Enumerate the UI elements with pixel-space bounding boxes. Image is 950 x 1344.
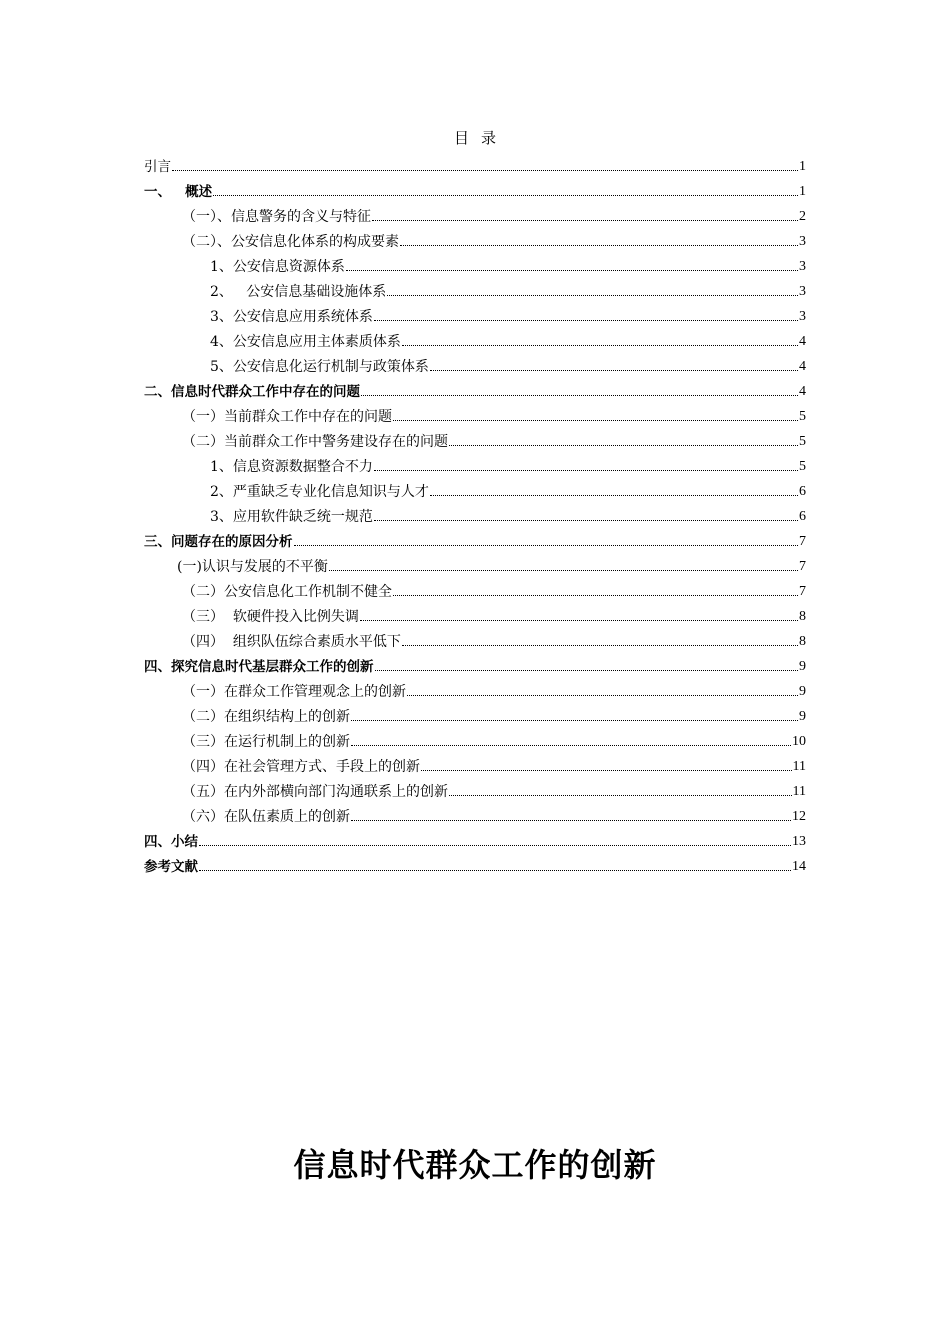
toc-heading-char-2: 录 bbox=[481, 129, 497, 147]
toc-entry-page-number: 11 bbox=[792, 759, 806, 774]
toc-entry[interactable] bbox=[144, 200, 806, 225]
toc-leader-dots bbox=[199, 870, 791, 871]
toc-entry-page-number: 6 bbox=[799, 509, 806, 524]
toc-entry-label: （一）在群众工作管理观念上的创新 bbox=[182, 684, 406, 700]
toc-entry-page-number: 7 bbox=[799, 534, 806, 549]
toc-leader-dots bbox=[372, 220, 798, 221]
document-title: 信息时代群众工作的创新 bbox=[293, 1146, 657, 1184]
toc-leader-dots bbox=[351, 820, 791, 821]
toc-entry-page-number: 9 bbox=[799, 684, 806, 699]
toc-leader-dots bbox=[199, 845, 791, 846]
toc-entry[interactable] bbox=[144, 325, 806, 350]
toc-leader-dots bbox=[374, 320, 798, 321]
toc-entry[interactable] bbox=[144, 625, 806, 650]
toc-entry-label: （四）在社会管理方式、手段上的创新 bbox=[182, 759, 420, 775]
toc-entry-label: 一、 概述 bbox=[144, 184, 213, 200]
toc-entry-page-number: 5 bbox=[799, 434, 806, 449]
toc-entry-label: 三、问题存在的原因分析 bbox=[144, 534, 293, 550]
toc-entry-page-number: 9 bbox=[799, 709, 806, 724]
toc-entry-label: 1、公安信息资源体系 bbox=[210, 259, 345, 275]
toc-leader-dots bbox=[449, 795, 792, 796]
toc-entry-page-number: 4 bbox=[799, 334, 806, 349]
toc-entry-label: （一）当前群众工作中存在的问题 bbox=[182, 409, 392, 425]
toc-entry-page-number: 7 bbox=[799, 584, 806, 599]
toc-entry[interactable] bbox=[144, 450, 806, 475]
toc-entry-label: 1、信息资源数据整合不力 bbox=[210, 459, 373, 475]
toc-entry-page-number: 11 bbox=[792, 784, 806, 799]
toc-entry[interactable] bbox=[144, 725, 806, 750]
toc-entry-page-number: 8 bbox=[799, 634, 806, 649]
toc-entry[interactable] bbox=[144, 800, 806, 825]
toc-entry[interactable] bbox=[144, 275, 806, 300]
toc-entry-page-number: 5 bbox=[799, 409, 806, 424]
toc-leader-dots bbox=[360, 620, 798, 621]
toc-entry-label: 四、探究信息时代基层群众工作的创新 bbox=[144, 659, 374, 675]
toc-entry-page-number: 13 bbox=[792, 834, 806, 849]
toc-entry-label: （二）公安信息化工作机制不健全 bbox=[182, 584, 392, 600]
toc-leader-dots bbox=[172, 170, 798, 171]
toc-entry-label: （六）在队伍素质上的创新 bbox=[182, 809, 350, 825]
toc-entry-page-number: 8 bbox=[799, 609, 806, 624]
toc-entry-page-number: 1 bbox=[799, 159, 806, 174]
toc-entry[interactable] bbox=[144, 475, 806, 500]
toc-leader-dots bbox=[375, 670, 799, 671]
toc-entry-page-number: 6 bbox=[799, 484, 806, 499]
toc-entry-label: （三）在运行机制上的创新 bbox=[182, 734, 350, 750]
toc-leader-dots bbox=[387, 295, 798, 296]
toc-entry-label: 二、信息时代群众工作中存在的问题 bbox=[144, 384, 360, 400]
toc-leader-dots bbox=[374, 470, 798, 471]
toc-entry-label: （二）在组织结构上的创新 bbox=[182, 709, 350, 725]
toc-entry[interactable] bbox=[144, 250, 806, 275]
toc-entry-page-number: 12 bbox=[792, 809, 806, 824]
toc-entry-page-number: 4 bbox=[799, 359, 806, 374]
toc-entry[interactable] bbox=[144, 675, 806, 700]
toc-leader-dots bbox=[421, 770, 792, 771]
toc-entry[interactable] bbox=[144, 400, 806, 425]
toc-entry[interactable] bbox=[144, 425, 806, 450]
toc-heading-char-1: 目 bbox=[453, 129, 469, 147]
toc-leader-dots bbox=[430, 495, 798, 496]
toc-leader-dots bbox=[402, 345, 798, 346]
toc-entry[interactable] bbox=[144, 150, 806, 175]
toc-entry-page-number: 9 bbox=[799, 659, 806, 674]
toc-entry-page-number: 3 bbox=[799, 284, 806, 299]
toc-leader-dots bbox=[351, 720, 798, 721]
toc-entry-label: （三） 软硬件投入比例失调 bbox=[182, 609, 359, 625]
table-of-contents bbox=[144, 150, 806, 875]
toc-entry-label: （二）、公安信息化体系的构成要素 bbox=[182, 234, 399, 250]
toc-entry-page-number: 3 bbox=[799, 309, 806, 324]
toc-entry-page-number: 2 bbox=[799, 209, 806, 224]
toc-leader-dots bbox=[294, 545, 799, 546]
toc-leader-dots bbox=[400, 245, 798, 246]
toc-entry-label: 四、小结 bbox=[144, 834, 198, 850]
toc-heading bbox=[0, 127, 950, 148]
toc-entry[interactable] bbox=[144, 525, 806, 550]
toc-entry[interactable] bbox=[144, 500, 806, 525]
toc-entry-page-number: 5 bbox=[799, 459, 806, 474]
toc-entry-label: 5、公安信息化运行机制与政策体系 bbox=[210, 359, 429, 375]
toc-entry[interactable] bbox=[144, 650, 806, 675]
toc-entry-label: 3、应用软件缺乏统一规范 bbox=[210, 509, 373, 525]
toc-entry-page-number: 10 bbox=[792, 734, 806, 749]
toc-entry-page-number: 1 bbox=[799, 184, 806, 199]
toc-leader-dots bbox=[329, 570, 798, 571]
toc-entry-page-number: 3 bbox=[799, 259, 806, 274]
toc-entry[interactable] bbox=[144, 225, 806, 250]
toc-entry-label: 引言 bbox=[144, 159, 171, 175]
toc-entry[interactable] bbox=[144, 600, 806, 625]
toc-entry-page-number: 14 bbox=[792, 859, 806, 874]
toc-entry[interactable] bbox=[144, 575, 806, 600]
toc-entry-label: 参考文献 bbox=[144, 859, 198, 875]
toc-entry[interactable] bbox=[144, 350, 806, 375]
toc-entry-label: （四） 组织队伍综合素质水平低下 bbox=[182, 634, 401, 650]
toc-entry-label: （一）、信息警务的含义与特征 bbox=[182, 209, 371, 225]
toc-entry-label: （五）在内外部横向部门沟通联系上的创新 bbox=[182, 784, 448, 800]
toc-leader-dots bbox=[374, 520, 798, 521]
toc-entry[interactable] bbox=[144, 825, 806, 850]
toc-leader-dots bbox=[213, 195, 798, 196]
toc-entry-label: (一)认识与发展的不平衡 bbox=[177, 559, 328, 575]
toc-entry-label: 2、 公安信息基础设施体系 bbox=[210, 284, 387, 300]
toc-entry-label: 2、严重缺乏专业化信息知识与人才 bbox=[210, 484, 429, 500]
toc-entry-label: （二）当前群众工作中警务建设存在的问题 bbox=[182, 434, 448, 450]
toc-entry[interactable] bbox=[144, 750, 806, 775]
toc-leader-dots bbox=[393, 595, 798, 596]
toc-leader-dots bbox=[393, 420, 798, 421]
toc-entry[interactable] bbox=[144, 300, 806, 325]
toc-entry[interactable] bbox=[144, 550, 806, 575]
toc-leader-dots bbox=[449, 445, 798, 446]
toc-leader-dots bbox=[346, 270, 798, 271]
toc-entry-label: 4、公安信息应用主体素质体系 bbox=[210, 334, 401, 350]
toc-entry-page-number: 3 bbox=[799, 234, 806, 249]
toc-entry[interactable] bbox=[144, 850, 806, 875]
toc-entry-label: 3、公安信息应用系统体系 bbox=[210, 309, 373, 325]
toc-leader-dots bbox=[407, 695, 798, 696]
toc-leader-dots bbox=[351, 745, 791, 746]
toc-leader-dots bbox=[361, 395, 798, 396]
toc-entry[interactable] bbox=[144, 775, 806, 800]
toc-entry-page-number: 4 bbox=[799, 384, 806, 399]
toc-entry[interactable] bbox=[144, 375, 806, 400]
toc-leader-dots bbox=[430, 370, 798, 371]
toc-leader-dots bbox=[402, 645, 798, 646]
toc-entry-page-number: 7 bbox=[799, 559, 806, 574]
toc-entry[interactable] bbox=[144, 175, 806, 200]
toc-entry[interactable] bbox=[144, 700, 806, 725]
